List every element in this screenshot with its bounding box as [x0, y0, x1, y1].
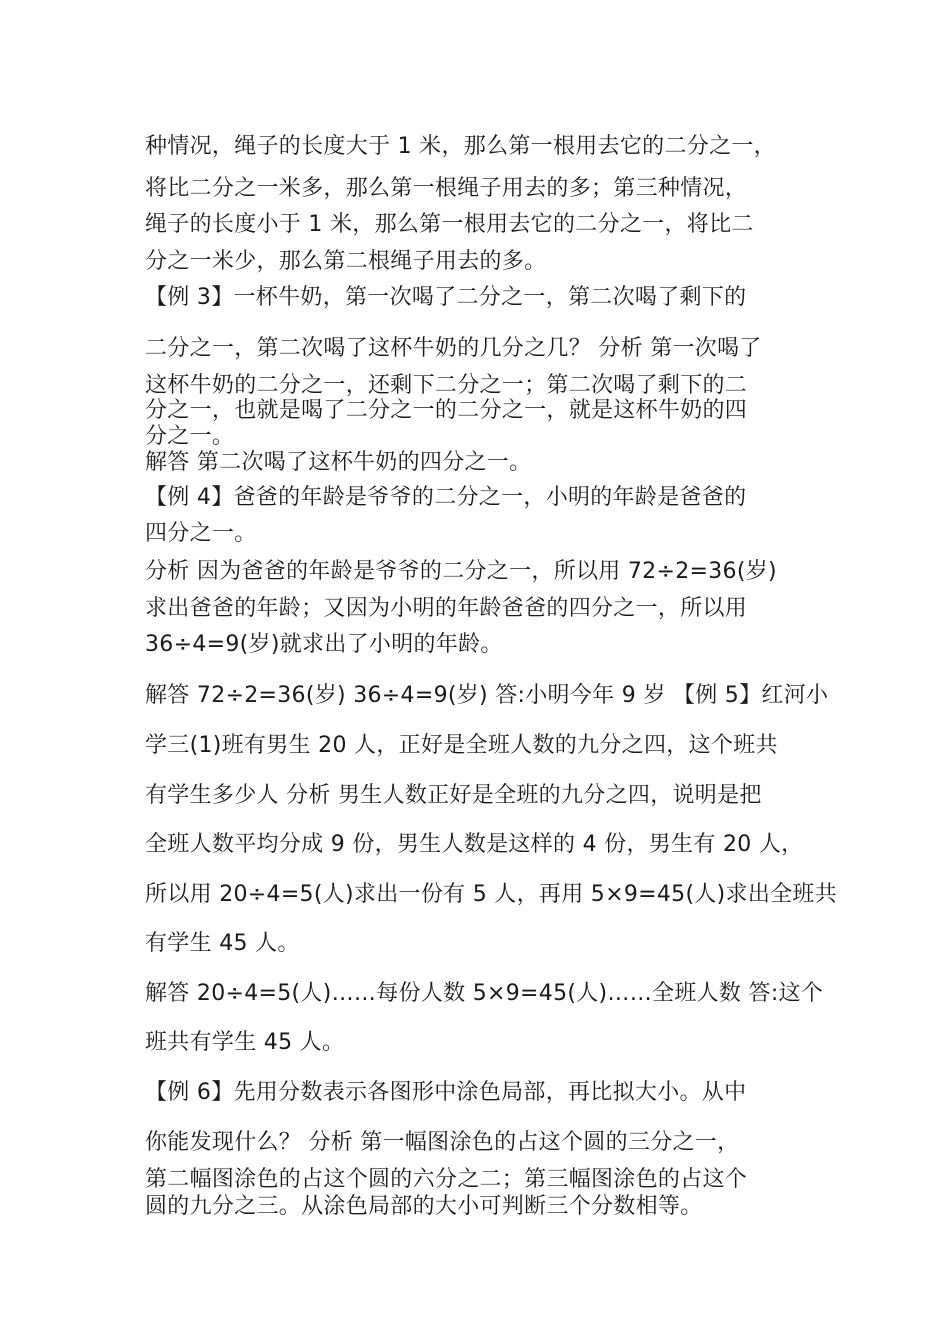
text-line: 将比二分之一米多，那么第一根绳子用去的多；第三种情况， [145, 176, 748, 201]
text-line: 有学生 45 人。 [145, 931, 300, 956]
text-line: 二分之一，第二次喝了这杯牛奶的几分之几？ 分析 第一次喝了 [145, 336, 762, 361]
text-line: 种情况，绳子的长度大于 1 米，那么第一根用去它的二分之一， [145, 134, 776, 159]
text-line: 班共有学生 45 人。 [145, 1030, 345, 1055]
text-line: 【例 4】爸爸的年龄是爷爷的二分之一，小明的年龄是爸爸的 [145, 485, 747, 510]
text-line: 圆的九分之三。从涂色局部的大小可判断三个分数相等。 [145, 1194, 703, 1219]
text-line: 分之一米少，那么第二根绳子用去的多。 [145, 249, 547, 274]
text-line: 分之一，也就是喝了二分之一的二分之一，就是这杯牛奶的四 [145, 398, 748, 423]
text-line: 解答 72÷2=36(岁) 36÷4=9(岁) 答:小明今年 9 岁 【例 5】红河小 [145, 683, 829, 708]
text-line: 分之一。 [145, 424, 235, 449]
text-line: 有学生多少人 分析 男生人数正好是全班的九分之四，说明是把 [145, 783, 762, 808]
text-line: 【例 6】先用分数表示各图形中涂色局部，再比拟大小。从中 [145, 1080, 747, 1105]
text-line: 36÷4=9(岁)就求出了小明的年龄。 [145, 632, 503, 657]
text-line: 全班人数平均分成 9 份，男生人数是这样的 4 份，男生有 20 人， [145, 832, 804, 857]
text-line: 这杯牛奶的二分之一，还剩下二分之一；第二次喝了剩下的二 [145, 373, 748, 398]
text-line: 绳子的长度小于 1 米，那么第一根用去它的二分之一，将比二 [145, 212, 754, 237]
text-line: 分析 因为爸爸的年龄是爷爷的二分之一，所以用 72÷2=36(岁) [145, 559, 777, 584]
text-line: 学三(1)班有男生 20 人，正好是全班人数的九分之四，这个班共 [145, 733, 778, 758]
text-line: 所以用 20÷4=5(人)求出一份有 5 人，再用 5×9=45(人)求出全班共 [145, 882, 838, 907]
text-line: 第二幅图涂色的占这个圆的六分之二；第三幅图涂色的占这个 [145, 1167, 748, 1192]
text-line: 你能发现什么？ 分析 第一幅图涂色的占这个圆的三分之一， [145, 1130, 740, 1155]
text-line: 解答 20÷4=5(人)……每份人数 5×9=45(人)……全班人数 答:这个 [145, 981, 824, 1006]
text-line: 解答 第二次喝了这杯牛奶的四分之一。 [145, 450, 532, 475]
text-line: 求出爸爸的年龄；又因为小明的年龄爸爸的四分之一，所以用 [145, 596, 748, 621]
text-line: 【例 3】一杯牛奶，第一次喝了二分之一，第二次喝了剩下的 [145, 285, 747, 310]
text-line: 四分之一。 [145, 521, 257, 546]
